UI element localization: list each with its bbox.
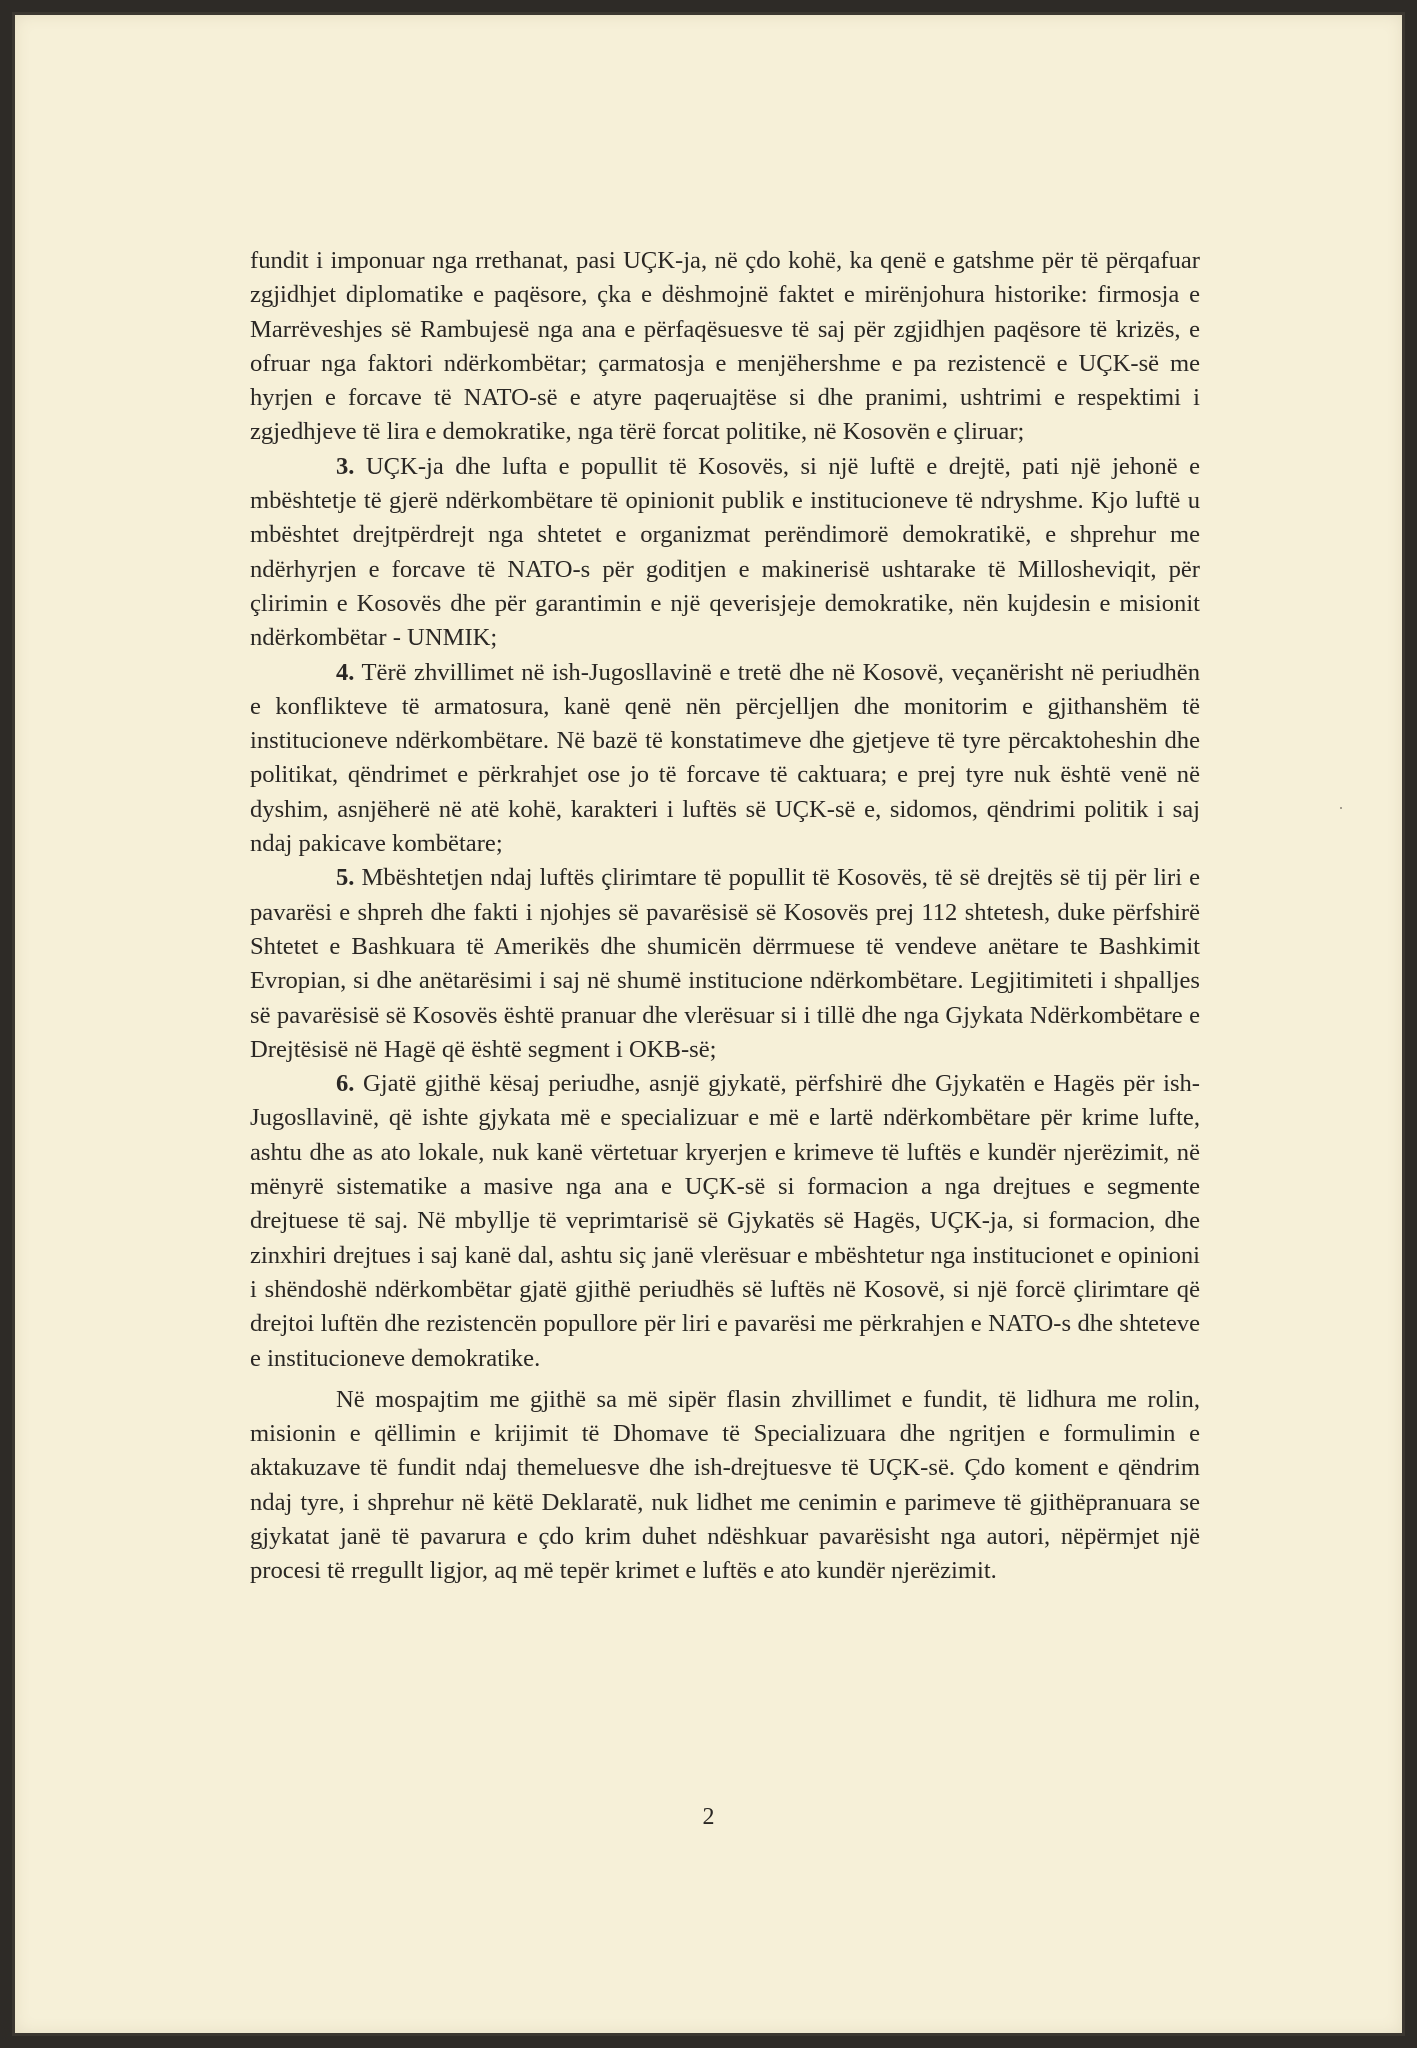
point-6-number: 6.: [336, 1070, 355, 1098]
continuation-paragraph: fundit i imponuar nga rrethanat, pasi UÇK-ja, në çdo kohë, ka qenë e gatshme për të përqafuar zgjidhjet diplomatike e paqësore, çka e dëshmojnë faktet e mirënjohura historike: firmosja e Marrëveshjes së Rambujesë nga ana e përfaqësuesve të saj për zgjidhjen paqësore të krizës, e ofruar nga faktori ndërkombëtar; çarmatosja e menjëhershme e pa rezistencë e UÇK-së me hyrjen e forcave të NATO-së e atyre paqeruajtëse si dhe pranimi, ushtrimi e respektimi i zgjedhjeve të lira e demokratike, nga tërë forcat politike, në Kosovën e çliruar;: [250, 247, 1200, 446]
document-page: [12, 12, 1405, 2036]
point-5-text: Mbështetjen ndaj luftës çlirimtare të popullit të Kosovës, të së drejtës së tij për liri e pavarësi e shpreh dhe fakti i njohjes së pavarësisë së Kosovës prej 112 shtetesh, duke përfshirë Shtetet e Bashkuara të Amerikës dhe shumicën dërrmuese të vendeve anëtare te Bashkimit Evropian, si dhe anëtarësimi i saj në shumë institucione ndërkombëtare. Legjitimiteti i shpalljes së pavarësisë së Kosovës është pranuar dhe vlerësuar si i tillë dhe nga Gjykata Ndërkombëtare e Drejtësisë në Hagë që është segment i OKB-së;: [250, 864, 1200, 1063]
page-number: 2: [702, 1804, 715, 1830]
closing-paragraph: Në mospajtim me gjithë sa më sipër flasin zhvillimet e fundit, të lidhura me rolin, misionin e qëllimin e krijimit të Dhomave të Specializuara dhe ngritjen e formulimin e aktakuzave të fundit ndaj themeluesve dhe ish-drejtuesve të UÇK-së. Çdo koment e qëndrim ndaj tyre, i shprehur në këtë Deklaratë, nuk lidhet me cenimin e parimeve të gjithëpranuara se gjykatat janë të pavarura e çdo krim duhet ndëshkuar pavarësisht nga autori, nëpërmjet një procesi të rregullt ligjor, aq më tepër krimet e luftës e ato kundër njerëzimit.: [250, 1385, 1200, 1585]
point-3-text: UÇK-ja dhe lufta e popullit të Kosovës, si një luftë e drejtë, pati një jehonë e mbështetje të gjerë ndërkombëtare të opinionit publik e institucioneve të ndryshme. Kjo luftë u mbështet drejtpërdrejt nga shtetet e organizmat perëndimorë demokratikë, e shprehur me ndërhyrjen e forcave të NATO-s për goditjen e makinerisë ushtarake të Millosheviqit, për çlirimin e Kosovës dhe për garantimin e një qeverisjeje demokratike, nën kujdesin e misionit ndërkombëtar - UNMIK;: [250, 452, 1200, 652]
ink-speck: [1340, 807, 1342, 809]
point-5-paragraph: [250, 861, 1200, 1067]
point-4-number: 4.: [336, 658, 355, 686]
point-6-text: Gjatë gjithë kësaj periudhe, asnjë gjykatë, përfshirë dhe Gjykatën e Hagës për ish-Jugosllavinë, që ishte gjykata më e specializuar e më e lartë ndërkombëtare për krime lufte, ashtu dhe as ato lokale, nuk kanë vërtetuar kryerjen e krimeve të luftës e kundër njerëzimit, në mënyrë sistematike a masive nga ana e UÇK-së si formacion a nga drejtues e segmente drejtuese të saj. Në mbyllje të veprimtarisë së Gjykatës së Hagës, UÇK-ja, si formacion, dhe zinxhiri drejtues i saj kanë dal, ashtu siç janë vlerësuar e mbështetur nga institucionet e opinioni i shëndoshë ndërkombëtar gjatë gjithë periudhës së luftës në Kosovë, si një forcë çlirimtare që drejtoi luftën dhe rezistencën popullore për liri e pavarësi me përkrahjen e NATO-s dhe shteteve e institucioneve demokratike.: [250, 1070, 1200, 1372]
point-5-number: 5.: [336, 864, 355, 892]
point-4-paragraph: [250, 656, 1200, 862]
point-3-number: 3.: [336, 452, 355, 480]
point-6-paragraph: [250, 1067, 1200, 1376]
point-4-text: Tërë zhvillimet në ish-Jugosllavinë e tretë dhe në Kosovë, veçanërisht në periudhën e konflikteve të armatosura, kanë qenë nën përcjelljen dhe monitorim e gjithanshëm të institucioneve ndërkombëtare. Në bazë të konstatimeve dhe gjetjeve të tyre përcaktoheshin dhe politikat, qëndrimet e përkrahjet ose jo të forcave të caktuara; e prej tyre nuk është venë në dyshim, asnjëherë në atë kohë, karakteri i luftës së UÇK-së e, sidomos, qëndrimi politik i saj ndaj pakicave kombëtare;: [250, 658, 1200, 858]
point-3-paragraph: [250, 450, 1200, 656]
body-text: [250, 244, 1200, 1589]
